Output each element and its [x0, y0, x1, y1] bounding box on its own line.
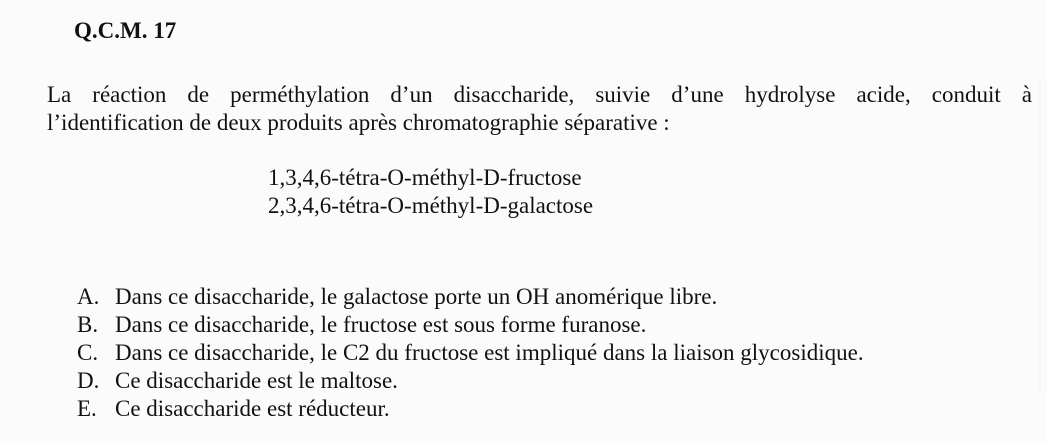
scan-edge-shadow	[1037, 80, 1042, 390]
answer-options	[77, 283, 864, 423]
product-fructose: 1,3,4,6-tétra-O-méthyl-D-fructose	[268, 165, 582, 190]
answer-text-d: Ce disaccharide est le maltose.	[115, 368, 398, 393]
answer-option-d	[77, 367, 864, 395]
answer-text-b: Dans ce disaccharide, le fructose est sous forme furanose.	[115, 312, 647, 337]
introduction-line-2: l’identification de deux produits après chromatographie séparative :	[47, 110, 670, 135]
answer-letter-d: D.	[77, 368, 100, 393]
answer-option-e	[77, 395, 864, 423]
answer-text-a: Dans ce disaccharide, le galactose porte un OH anomérique libre.	[115, 284, 718, 309]
answer-option-c	[77, 339, 864, 367]
question-introduction	[47, 81, 1032, 137]
identified-products	[268, 164, 593, 220]
product-galactose: 2,3,4,6-tétra-O-méthyl-D-galactose	[268, 193, 594, 218]
answer-option-a	[77, 283, 864, 311]
question-title: Q.C.M. 17	[74, 18, 177, 43]
answer-letter-a: A.	[77, 284, 100, 309]
answer-text-c: Dans ce disaccharide, le C2 du fructose est impliqué dans la liaison glycosidique.	[115, 340, 864, 365]
introduction-line-1: La réaction de perméthylation d’un disaccharide, suivie d’une hydrolyse acide, conduit à	[47, 82, 1032, 107]
answer-letter-c: C.	[77, 340, 99, 365]
answer-option-b	[77, 311, 864, 339]
answer-text-e: Ce disaccharide est réducteur.	[115, 396, 390, 421]
answer-letter-b: B.	[77, 312, 99, 337]
answer-letter-e: E.	[77, 396, 97, 421]
